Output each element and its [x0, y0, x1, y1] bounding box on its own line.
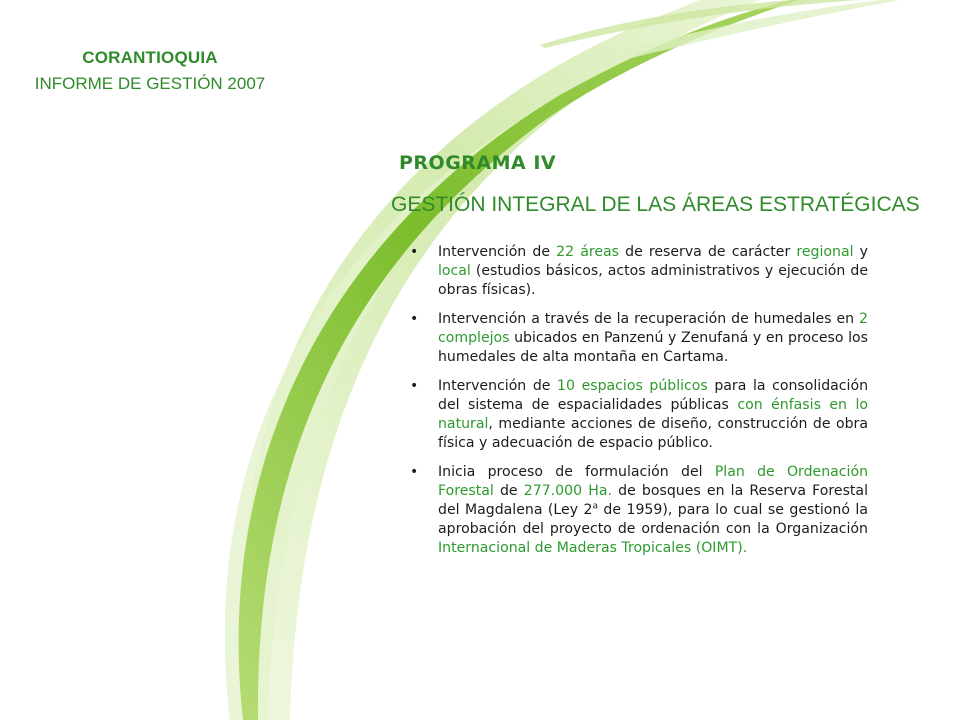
- text-segment: a: [592, 501, 598, 512]
- text-segment: de 1959), para lo cual se gestionó la aprobación del proyecto de ordenación con la Organización: [438, 502, 868, 537]
- highlighted-text: 2 complejos: [438, 311, 868, 346]
- highlighted-text: Internacional de Maderas Tropicales (OIMT).: [438, 540, 748, 556]
- bullet-item: [410, 243, 868, 300]
- text-segment: de reserva de carácter: [618, 244, 797, 260]
- text-segment: y: [853, 244, 868, 260]
- highlighted-text: regional: [796, 244, 854, 260]
- bullet-icon: •: [410, 311, 419, 327]
- bullet-item: [410, 310, 868, 367]
- bullet-icon: •: [410, 464, 419, 480]
- text-segment: Intervención de: [438, 244, 557, 260]
- text-segment: (estudios básicos, actos administrativos y ejecución de obras físicas).: [438, 263, 868, 298]
- highlighted-text: 277.000 Ha.: [523, 483, 612, 499]
- highlighted-text: 22 áreas: [556, 244, 619, 260]
- text-segment: para la consolidación del sistema de espacialidades públicas: [438, 378, 868, 413]
- bullet-item: [410, 377, 868, 453]
- program-subtitle: GESTIÓN INTEGRAL DE LAS ÁREAS ESTRATÉGICAS: [391, 193, 920, 216]
- text-segment: Intervención a través de la recuperación de humedales en: [438, 311, 860, 327]
- highlighted-text: con énfasis en lo natural: [438, 397, 868, 432]
- bullet-text: [438, 311, 868, 365]
- bullet-text: [438, 244, 868, 298]
- text-segment: Intervención de: [438, 378, 558, 394]
- bullet-text: [438, 378, 868, 451]
- text-segment: , mediante acciones de diseño, construcción de obra física y adecuación de espacio público.: [438, 416, 868, 451]
- text-segment: Inicia proceso de formulación del: [438, 464, 715, 480]
- text-segment: de bosques en la Reserva Forestal del Magdalena (Ley 2: [438, 483, 868, 518]
- highlighted-text: Plan de Ordenación Forestal: [438, 464, 868, 499]
- text-segment: ubicados en Panzenú y Zenufaná y en proceso los humedales de alta montaña en Cartama.: [438, 330, 868, 365]
- organization-name: CORANTIOQUIA: [82, 48, 218, 67]
- bullet-list: [410, 243, 868, 568]
- bullet-text: [438, 464, 868, 556]
- bullet-item: [410, 463, 868, 558]
- text-segment: de: [493, 483, 524, 499]
- bullet-icon: •: [410, 378, 419, 394]
- bullet-icon: •: [410, 244, 419, 260]
- highlighted-text: 10 espacios públicos: [557, 378, 708, 394]
- program-title: PROGRAMA IV: [399, 152, 557, 174]
- report-title: INFORME DE GESTIÓN 2007: [34, 74, 266, 93]
- highlighted-text: local: [438, 263, 471, 279]
